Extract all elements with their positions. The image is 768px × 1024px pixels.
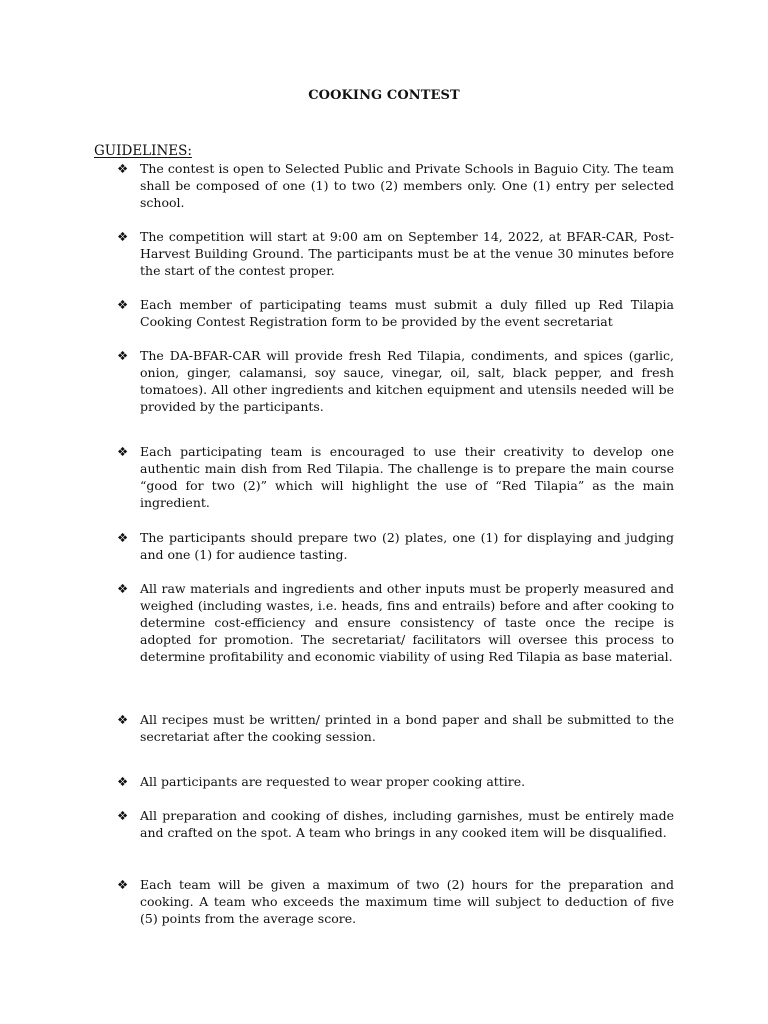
document-title: COOKING CONTEST — [308, 88, 460, 103]
diamond-bullet-icon: ❖ — [117, 530, 129, 545]
guideline-item-8 — [117, 711, 674, 745]
guideline-text: The participants should prepare two (2) plates, one (1) for displaying and judging and one (1) for audience tasting. — [140, 530, 674, 563]
guideline-text: The competition will start at 9:00 am on September 14, 2022, at BFAR-CAR, Post-Harvest Building Ground. The participants must be at the venue 30 minutes before the start of the contest proper. — [140, 229, 674, 279]
guideline-item-2 — [117, 228, 674, 279]
diamond-bullet-icon: ❖ — [117, 877, 129, 892]
diamond-bullet-icon: ❖ — [117, 712, 129, 727]
guideline-item-6 — [117, 529, 674, 563]
guideline-item-1 — [117, 160, 674, 211]
guideline-item-4 — [117, 347, 674, 415]
guideline-item-5 — [117, 443, 674, 511]
guideline-item-9 — [117, 773, 674, 790]
guideline-text: Each participating team is encouraged to use their creativity to develop one authentic main dish from Red Tilapia. The challenge is to prepare the main course “good for two (2)” which will highlight the use of “Red Tilapia” as the main ingredient. — [140, 444, 674, 511]
guideline-item-3 — [117, 296, 674, 330]
diamond-bullet-icon: ❖ — [117, 444, 129, 459]
guideline-text: The contest is open to Selected Public and Private Schools in Baguio City. The team shall be composed of one (1) to two (2) members only. One (1) entry per selected school. — [140, 161, 674, 211]
guideline-text: All recipes must be written/ printed in a bond paper and shall be submitted to the secretariat after the cooking session. — [140, 712, 674, 745]
diamond-bullet-icon: ❖ — [117, 348, 129, 363]
guideline-item-7 — [117, 580, 674, 665]
guideline-text: All raw materials and ingredients and other inputs must be properly measured and weighed (including wastes, i.e. heads, fins and entrails) before and after cooking to determine cost-efficiency and ensure consistency of taste once the recipe is adopted for promotion. The secretariat/ facilitators will oversee this process to determine profitability and economic viability of using Red Tilapia as base material. — [140, 581, 674, 665]
guideline-text: Each member of participating teams must submit a duly filled up Red Tilapia Cooking Contest Registration form to be provided by the event secretariat — [140, 297, 674, 330]
guidelines-heading: GUIDELINES: — [94, 143, 192, 159]
diamond-bullet-icon: ❖ — [117, 581, 129, 596]
guideline-item-11 — [117, 876, 674, 927]
diamond-bullet-icon: ❖ — [117, 161, 129, 176]
guideline-text: Each team will be given a maximum of two (2) hours for the preparation and cooking. A team who exceeds the maximum time will subject to deduction of five (5) points from the average score. — [140, 877, 674, 927]
diamond-bullet-icon: ❖ — [117, 297, 129, 312]
guideline-text: All preparation and cooking of dishes, including garnishes, must be entirely made and crafted on the spot. A team who brings in any cooked item will be disqualified. — [140, 808, 674, 841]
diamond-bullet-icon: ❖ — [117, 774, 129, 789]
guideline-text: All participants are requested to wear proper cooking attire. — [140, 774, 526, 789]
guideline-text: The DA-BFAR-CAR will provide fresh Red Tilapia, condiments, and spices (garlic, onion, ginger, calamansi, soy sauce, vinegar, oil, salt, black pepper, and fresh tomatoes). All other ingredients and kitchen equipment and utensils needed will be provided by the participants. — [140, 348, 674, 415]
guideline-item-10 — [117, 807, 674, 841]
diamond-bullet-icon: ❖ — [117, 229, 129, 244]
diamond-bullet-icon: ❖ — [117, 808, 129, 823]
